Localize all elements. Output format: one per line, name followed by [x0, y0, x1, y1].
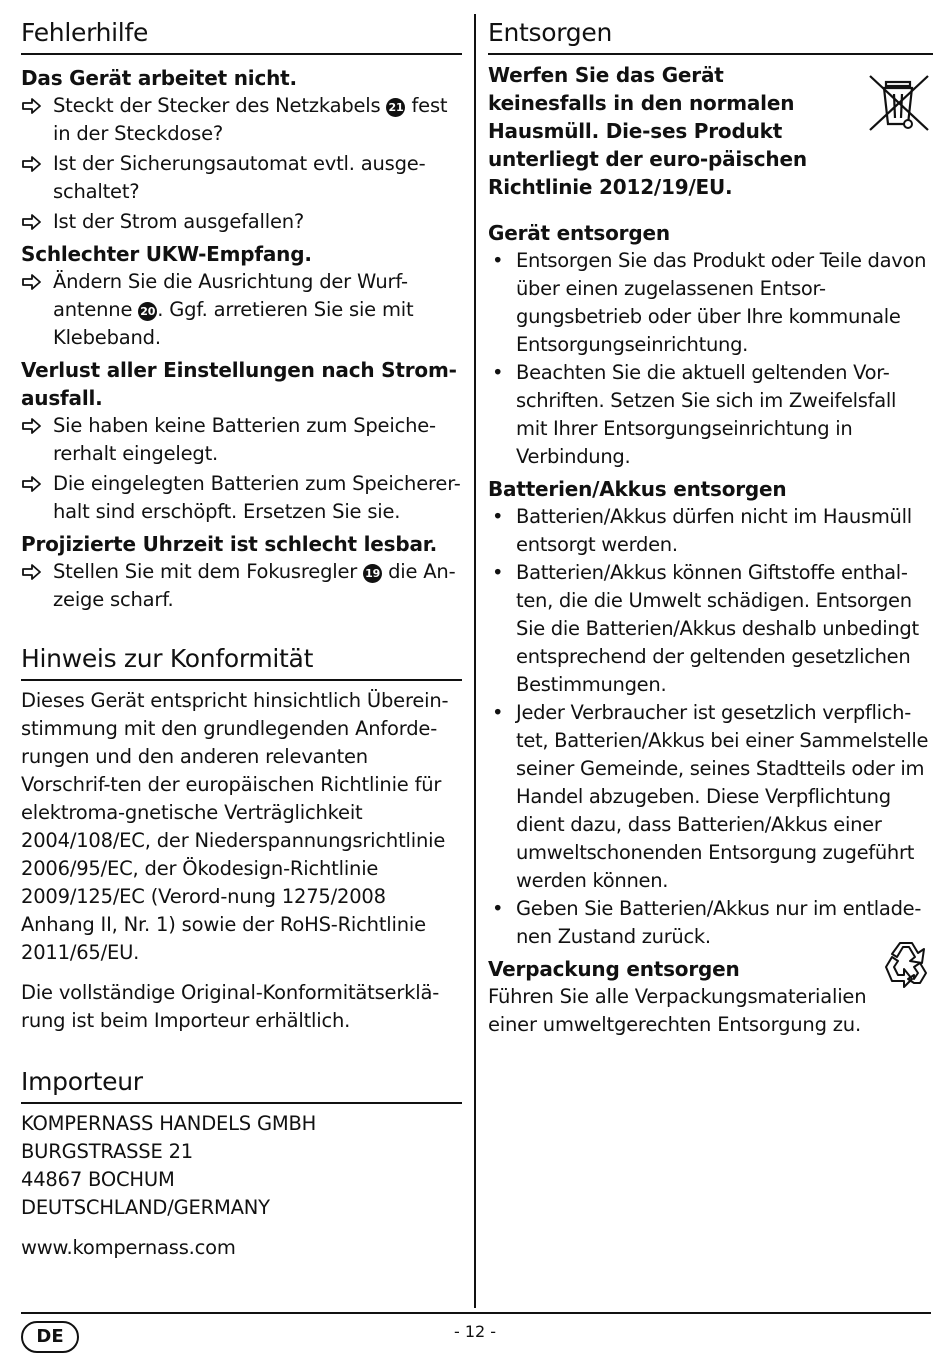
bullet-item [488, 559, 933, 699]
section-konformitaet [21, 640, 462, 1035]
part-number-badge: 21 [386, 98, 405, 117]
bullet-item [488, 247, 933, 359]
problem-heading: Das Gerät arbeitet nicht. [21, 66, 297, 90]
solution-item [21, 412, 462, 468]
solution-text: Steckt der Stecker des Netzkabels [53, 94, 387, 117]
left-column [21, 14, 462, 1262]
recycling-icon [880, 937, 932, 989]
packaging-text: Führen Sie alle Verpackungsmaterialien einer umweltgerechten Entsorgung zu. [488, 985, 867, 1036]
subheading-verpackung: Verpackung entsorgen [488, 957, 740, 981]
bullet-text: Geben Sie Batterien/Akkus nur im entlade-nen Zustand zurück. [516, 897, 922, 948]
bullet-item [488, 699, 933, 895]
bullet-icon: • [492, 361, 504, 384]
battery-disposal-list [488, 503, 933, 951]
address-line: BURGSTRASSE 21 [21, 1140, 193, 1163]
bullet-icon: • [492, 897, 504, 920]
column-divider [474, 14, 476, 1308]
conformity-text: Dieses Gerät entspricht hinsichtlich Überein-stimmung mit den grundlegenden Anforde-rungen und den anderen relevanten Vorschrif-ten der europäischen Richtlinie für elektroma-gnetische Verträglichkeit 2004/108/EC, der Niederspannungsrichtlinie 2006/95/EC, der Ökodesign-Richtlinie 2009/125/EC (Verord-nung 1275/2008 Anhang II, Nr. 1) sowie der RoHS-Richtlinie 2011/65/EU. [21, 689, 449, 964]
section-importeur [21, 1063, 462, 1262]
bullet-text: Beachten Sie die aktuell geltenden Vor-schriften. Setzen Sie sich im Zweifelsfall mit Ihrer Entsorgungseinrichtung in Verbindung. [516, 361, 897, 468]
bullet-icon: • [492, 701, 504, 724]
bullet-text: Jeder Verbraucher ist gesetzlich verpflich-tet, Batterien/Akkus bei einer Sammelstelle seiner Gemeinde, seines Stadtteils oder im Handel abzugeben. Diese Verpflichtung dient dazu, dass Batterien/Akkus einer umweltschonenden Entsorgung zugeführt werden können. [516, 701, 929, 892]
importer-website[interactable]: www.kompernass.com [21, 1236, 236, 1259]
section-title-entsorgen: Entsorgen [488, 14, 933, 55]
solution-text: Ist der Strom ausgefallen? [53, 210, 305, 233]
arrow-right-icon [21, 150, 43, 178]
arrow-right-icon [21, 470, 43, 498]
bullet-item [488, 503, 933, 559]
language-badge: DE [21, 1321, 79, 1353]
address-line: KOMPERNASS HANDELS GMBH [21, 1112, 317, 1135]
right-column [488, 14, 933, 1039]
subheading-geraet: Gerät entsorgen [488, 221, 670, 245]
address-line: DEUTSCHLAND/GERMANY [21, 1196, 270, 1219]
solution-text: Die eingelegten Batterien zum Speicherer-halt sind erschöpft. Ersetzen Sie sie. [53, 472, 461, 523]
arrow-right-icon [21, 412, 43, 440]
device-disposal-list [488, 247, 933, 471]
footer-rule [21, 1312, 931, 1314]
solution-text: Sie haben keine Batterien zum Speiche-rerhalt eingelegt. [53, 414, 436, 465]
bullet-text: Batterien/Akkus können Giftstoffe enthal-ten, die die Umwelt schädigen. Entsorgen Sie die Batterien/Akkus deshalb unbedingt entsprechend der geltenden gesetzlichen Bestimmungen. [516, 561, 919, 696]
solution-item [21, 92, 462, 148]
problem-heading: Verlust aller Einstellungen nach Strom-ausfall. [21, 358, 457, 410]
section-title-fehlerhilfe: Fehlerhilfe [21, 14, 462, 55]
importer-address [21, 1110, 462, 1222]
bullet-item [488, 359, 933, 471]
solution-text: . Ggf. arretieren Sie sie mit Klebeband. [53, 298, 414, 349]
solution-text: Ändern Sie die Ausrichtung der Wurf-antenne [53, 270, 408, 321]
solution-text: die An-zeige scharf. [53, 560, 456, 611]
solution-item [21, 150, 462, 206]
arrow-right-icon [21, 208, 43, 236]
crossed-out-bin-icon [866, 70, 932, 136]
solution-text: fest in der Steckdose? [53, 94, 448, 145]
solution-item [21, 558, 462, 614]
page-number: - 12 - [453, 1322, 497, 1341]
conformity-note: Die vollständige Original-Konformitätserklä-rung ist beim Importeur erhältlich. [21, 981, 440, 1032]
bullet-item [488, 895, 933, 951]
problem-heading: Schlechter UKW-Empfang. [21, 242, 312, 266]
bullet-text: Entsorgen Sie das Produkt oder Teile davon über einen zugelassenen Entsor-gungsbetrieb oder über Ihre kommunale Entsorgungseinrichtung. [516, 249, 927, 356]
arrow-right-icon [21, 558, 43, 586]
bullet-icon: • [492, 249, 504, 272]
solution-item [21, 208, 462, 236]
part-number-badge: 19 [363, 564, 382, 583]
troubleshooting-list [21, 64, 462, 614]
bullet-icon: • [492, 505, 504, 528]
bullet-text: Batterien/Akkus dürfen nicht im Hausmüll entsorgt werden. [516, 505, 912, 556]
solution-text: Ist der Sicherungsautomat evtl. ausge-schaltet? [53, 152, 426, 203]
problem-heading: Projizierte Uhrzeit ist schlecht lesbar. [21, 532, 437, 556]
section-fehlerhilfe [21, 14, 462, 614]
subheading-batterien: Batterien/Akkus entsorgen [488, 477, 787, 501]
section-title-konformitaet: Hinweis zur Konformität [21, 640, 462, 681]
solution-text: Stellen Sie mit dem Fokusregler [53, 560, 364, 583]
disposal-warning: Werfen Sie das Gerät keinesfalls in den normalen Hausmüll. Die-ses Produkt unterliegt der euro-päischen Richtlinie 2012/19/EU. [488, 63, 807, 199]
solution-item [21, 470, 462, 526]
bullet-icon: • [492, 561, 504, 584]
section-title-importeur: Importeur [21, 1063, 462, 1104]
part-number-badge: 20 [138, 302, 157, 321]
arrow-right-icon [21, 92, 43, 120]
address-line: 44867 BOCHUM [21, 1168, 175, 1191]
arrow-right-icon [21, 268, 43, 296]
solution-item [21, 268, 462, 352]
